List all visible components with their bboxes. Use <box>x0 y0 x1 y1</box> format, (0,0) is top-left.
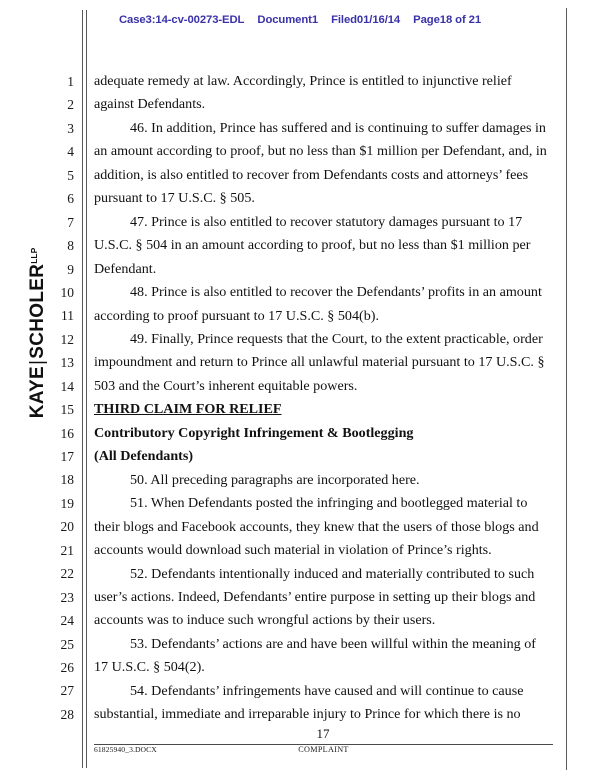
line-number: 11 <box>61 308 74 324</box>
firm-name-suffix: LLP <box>29 247 39 264</box>
footer-document-id: 61825940_3.DOCX <box>94 745 157 754</box>
line-number: 26 <box>60 659 74 675</box>
line-number: 25 <box>60 636 74 652</box>
line-number: 8 <box>67 238 74 254</box>
line-number: 22 <box>60 566 74 582</box>
line-number: 12 <box>60 331 74 347</box>
line-number: 13 <box>60 355 74 371</box>
line-number: 10 <box>60 284 74 300</box>
line-number: 6 <box>67 191 74 207</box>
claim-subtitle: Contributory Copyright Infringement & Bootlegging <box>94 424 414 441</box>
line-number: 2 <box>67 97 74 113</box>
ecf-case-number: Case3:14-cv-00273-EDL <box>118 14 245 26</box>
footer-row <box>94 745 553 759</box>
footer-page-number: 17 <box>316 726 330 741</box>
line-number: 3 <box>67 120 74 136</box>
ecf-stamp-header <box>0 14 600 26</box>
line-number: 18 <box>60 472 74 488</box>
paragraph-48: 48. Prince is also entitled to recover the Defendants’ profits in an amount according to proof pursuant to 17 U.S.C. § 504(b). <box>94 284 542 324</box>
paragraph-50: 50. All preceding paragraphs are incorporated here. <box>130 471 420 488</box>
document-body <box>94 70 552 727</box>
ecf-document-number: Document1 <box>257 14 319 26</box>
claim-parties: (All Defendants) <box>94 448 194 465</box>
paragraph-54: 54. Defendants’ infringements have caused and will continue to cause substantial, immediate and irreparable injury to Prince for which there is no <box>94 682 524 723</box>
line-number: 4 <box>67 144 74 160</box>
line-number: 16 <box>60 425 74 441</box>
line-number: 1 <box>67 74 74 89</box>
line-number: 24 <box>60 613 74 629</box>
line-number-column <box>44 70 74 726</box>
line-number: 23 <box>60 589 74 605</box>
paragraph-51: 51. When Defendants posted the infringing and bootlegged material to their blogs and Facebook accounts, they knew that the users of those blogs and accounts would download such material in violation of Prince’s rights. <box>94 495 539 559</box>
line-number: 9 <box>67 261 74 277</box>
paragraph-49: 49. Finally, Prince requests that the Court, to the extent practicable, order impoundment and return to Prince all unlawful material pursuant to 17 U.S.C. § 503 and the Court’s inherent equitable powers. <box>94 330 545 394</box>
claim-heading: THIRD CLAIM FOR RELIEF <box>94 401 282 418</box>
paragraph-46: 46. In addition, Prince has suffered and is continuing to suffer damages in an amount according to proof, but no less than $1 million per Defendant, and, in addition, is also entitled to recover from Defendants costs and attorneys’ fees pursuant to 17 U.S.C. § 505. <box>94 119 547 207</box>
line-number: 7 <box>67 214 74 230</box>
paragraph-continued: adequate remedy at law. Accordingly, Prince is entitled to injunctive relief against Defendants. <box>94 73 512 113</box>
firm-name-separator: | <box>27 359 48 366</box>
pleading-rule-left-inner <box>86 10 87 768</box>
line-number: 14 <box>60 378 74 394</box>
line-number: 5 <box>67 167 74 183</box>
ecf-page-label: Page18 of 21 <box>413 14 482 26</box>
footer-document-title: COMPLAINT <box>298 745 349 754</box>
firm-name-primary: KAYE <box>27 366 48 419</box>
pleading-rule-left-outer <box>82 10 83 768</box>
paragraph-47: 47. Prince is also entitled to recover statutory damages pursuant to 17 U.S.C. § 504 in an amount according to proof, but no less than $1 million per Defendant. <box>94 213 531 277</box>
line-number: 21 <box>60 542 74 558</box>
firm-name-secondary: SCHOLER <box>27 263 48 359</box>
line-number: 20 <box>60 519 74 535</box>
line-number: 17 <box>60 449 74 464</box>
ecf-filed-date: Filed01/16/14 <box>331 14 401 26</box>
pleading-rule-right <box>566 8 567 770</box>
line-number: 19 <box>60 495 74 511</box>
line-number: 27 <box>60 683 74 699</box>
paragraph-52: 52. Defendants intentionally induced and materially contributed to such user’s actions. Indeed, Defendants’ entire purpose in setting up their blogs and accounts was to induce such wrongful actions by their users. <box>94 565 536 629</box>
line-number: 15 <box>60 402 74 418</box>
line-number: 28 <box>60 706 74 722</box>
paragraph-53: 53. Defendants’ actions are and have been willful within the meaning of 17 U.S.C. § 504(2). <box>94 635 536 676</box>
